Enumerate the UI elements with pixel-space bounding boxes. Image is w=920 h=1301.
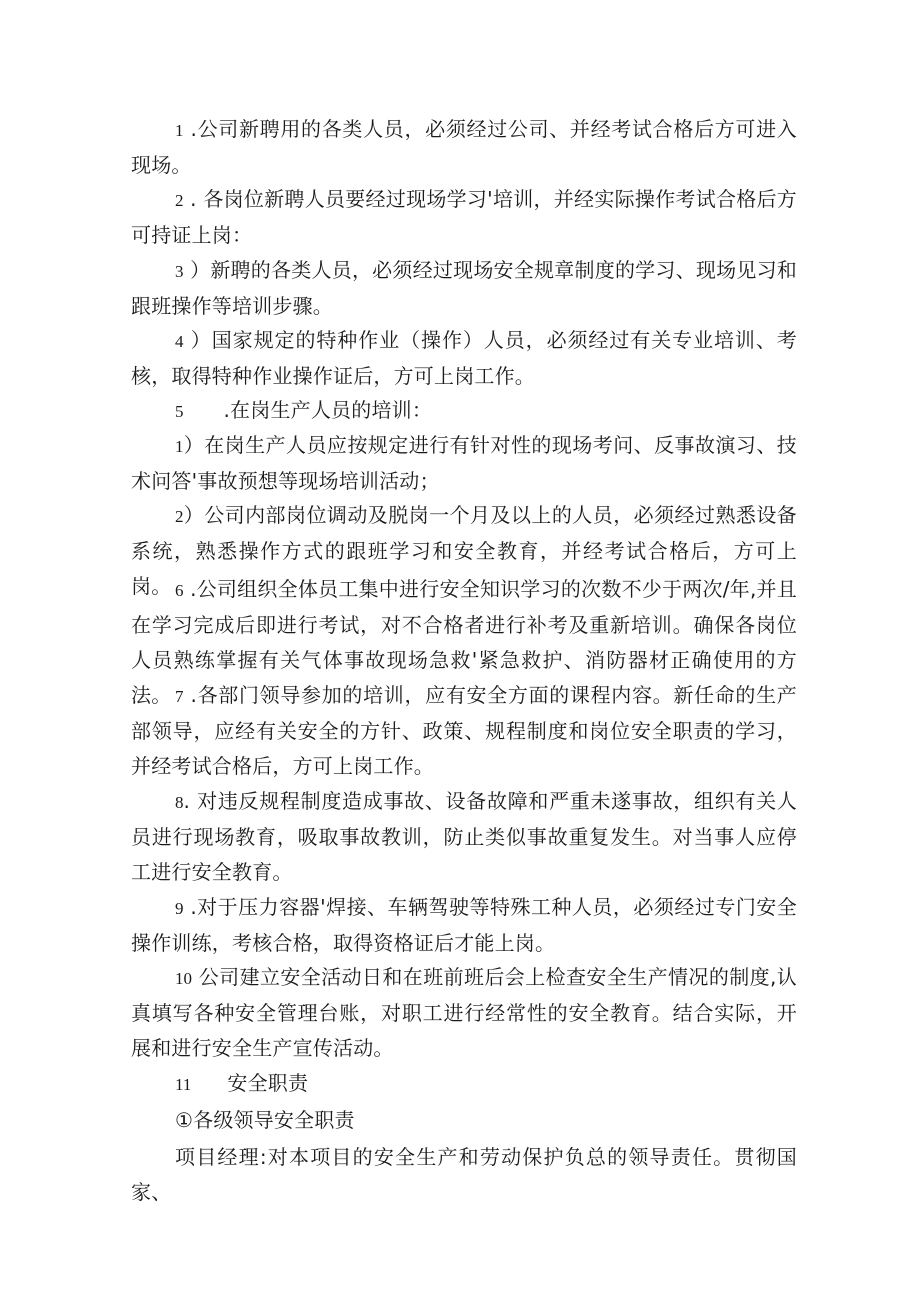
item-number: 1 xyxy=(175,121,184,140)
item-number: 5 xyxy=(175,402,184,421)
paragraph-project-manager xyxy=(131,1140,797,1210)
paragraph-5-1 xyxy=(131,428,797,499)
item-number: 7 xyxy=(175,687,184,706)
item-number: 11 xyxy=(175,1075,192,1094)
item-number: 9 xyxy=(175,899,184,918)
paragraph-text: .对于压力容器'焊接、车辆驾驶等特殊工种人员，必须经过专门安全操作训练，考核合格，取得资格证后才能上岗。 xyxy=(131,895,797,955)
paragraph-text: ）新聘的各类人员，必须经过现场安全规章制度的学习、现场见习和跟班操作等培训步骤。 xyxy=(131,258,797,318)
item-number: 4 xyxy=(175,332,184,351)
item-number: 1 xyxy=(175,437,184,456)
paragraph-2 xyxy=(131,182,797,253)
item-number: 2 xyxy=(175,191,184,210)
paragraph-text: .公司组织全体员工集中进行安全知识学习的次数不少于两次/年,并且在学习完成后即进行考试，对不合格者进行补考及重新培训。确保各岗位人员熟练掌握有关气体事故现场急救'紧急救护、消防器材正确使用的方法。 xyxy=(131,577,797,707)
item-number: 2 xyxy=(175,507,184,526)
paragraph-10 xyxy=(131,960,797,1066)
item-number: 10 xyxy=(175,969,192,988)
paragraph-text: . 对违反规程制度造成事故、设备故障和严重未遂事故，组织有关人员进行现场教育，吸取事故教训，防止类似事故重复发生。对当事人应停工进行安全教育。 xyxy=(131,789,797,884)
subheading-leader-duties xyxy=(131,1103,797,1138)
paragraph-text: 项目经理:对本项目的安全生产和劳动保护负总的领导责任。贯彻国家、 xyxy=(131,1145,797,1204)
paragraph-text: ）公司内部岗位调动及脱岗一个月及以上的人员，必须经过熟悉设备系统，熟悉操作方式的跟班学习和安全教育，并经考试合格后，方可上岗。 xyxy=(131,503,797,598)
paragraph-text: .各部门领导参加的培训，应有安全方面的课程内容。新任命的生产部领导，应经有关安全的方针、政策、规程制度和岗位安全职责的学习，并经考试合格后，方可上岗工作。 xyxy=(131,683,797,778)
paragraph-5 xyxy=(131,393,797,429)
paragraph-7 xyxy=(131,678,797,784)
paragraph-1 xyxy=(131,112,797,183)
paragraph-text: ①各级领导安全职责 xyxy=(175,1108,355,1132)
paragraph-text: .公司新聘用的各类人员，必须经过公司、并经考试合格后方可进入现场。 xyxy=(131,117,797,177)
paragraph-text: . 各岗位新聘人员要经过现场学习'培训，并经实际操作考试合格后方可持证上岗： xyxy=(131,187,797,247)
paragraph-8 xyxy=(131,784,797,890)
paragraph-text: .在岗生产人员的培训： xyxy=(223,398,433,422)
paragraph-text: 安全职责 xyxy=(227,1071,309,1095)
paragraph-text: ）在岗生产人员应按规定进行有针对性的现场考问、反事故演习、技术问答'事故预想等现场培训活动； xyxy=(131,433,797,493)
paragraph-4 xyxy=(131,323,797,394)
item-number: 3 xyxy=(175,262,184,281)
paragraph-3 xyxy=(131,253,797,324)
item-number: 6 xyxy=(175,581,184,600)
paragraph-11 xyxy=(131,1066,797,1102)
item-number: 8 xyxy=(175,793,184,812)
paragraph-9 xyxy=(131,890,797,961)
paragraph-text: ）国家规定的特种作业（操作）人员，必须经过有关专业培训、考核，取得特种作业操作证后，方可上岗工作。 xyxy=(131,328,797,388)
paragraph-text: 公司建立安全活动日和在班前班后会上检查安全生产情况的制度,认真填写各种安全管理台账，对职工进行经常性的安全教育。结合实际，开展和进行安全生产宣传活动。 xyxy=(131,965,797,1060)
